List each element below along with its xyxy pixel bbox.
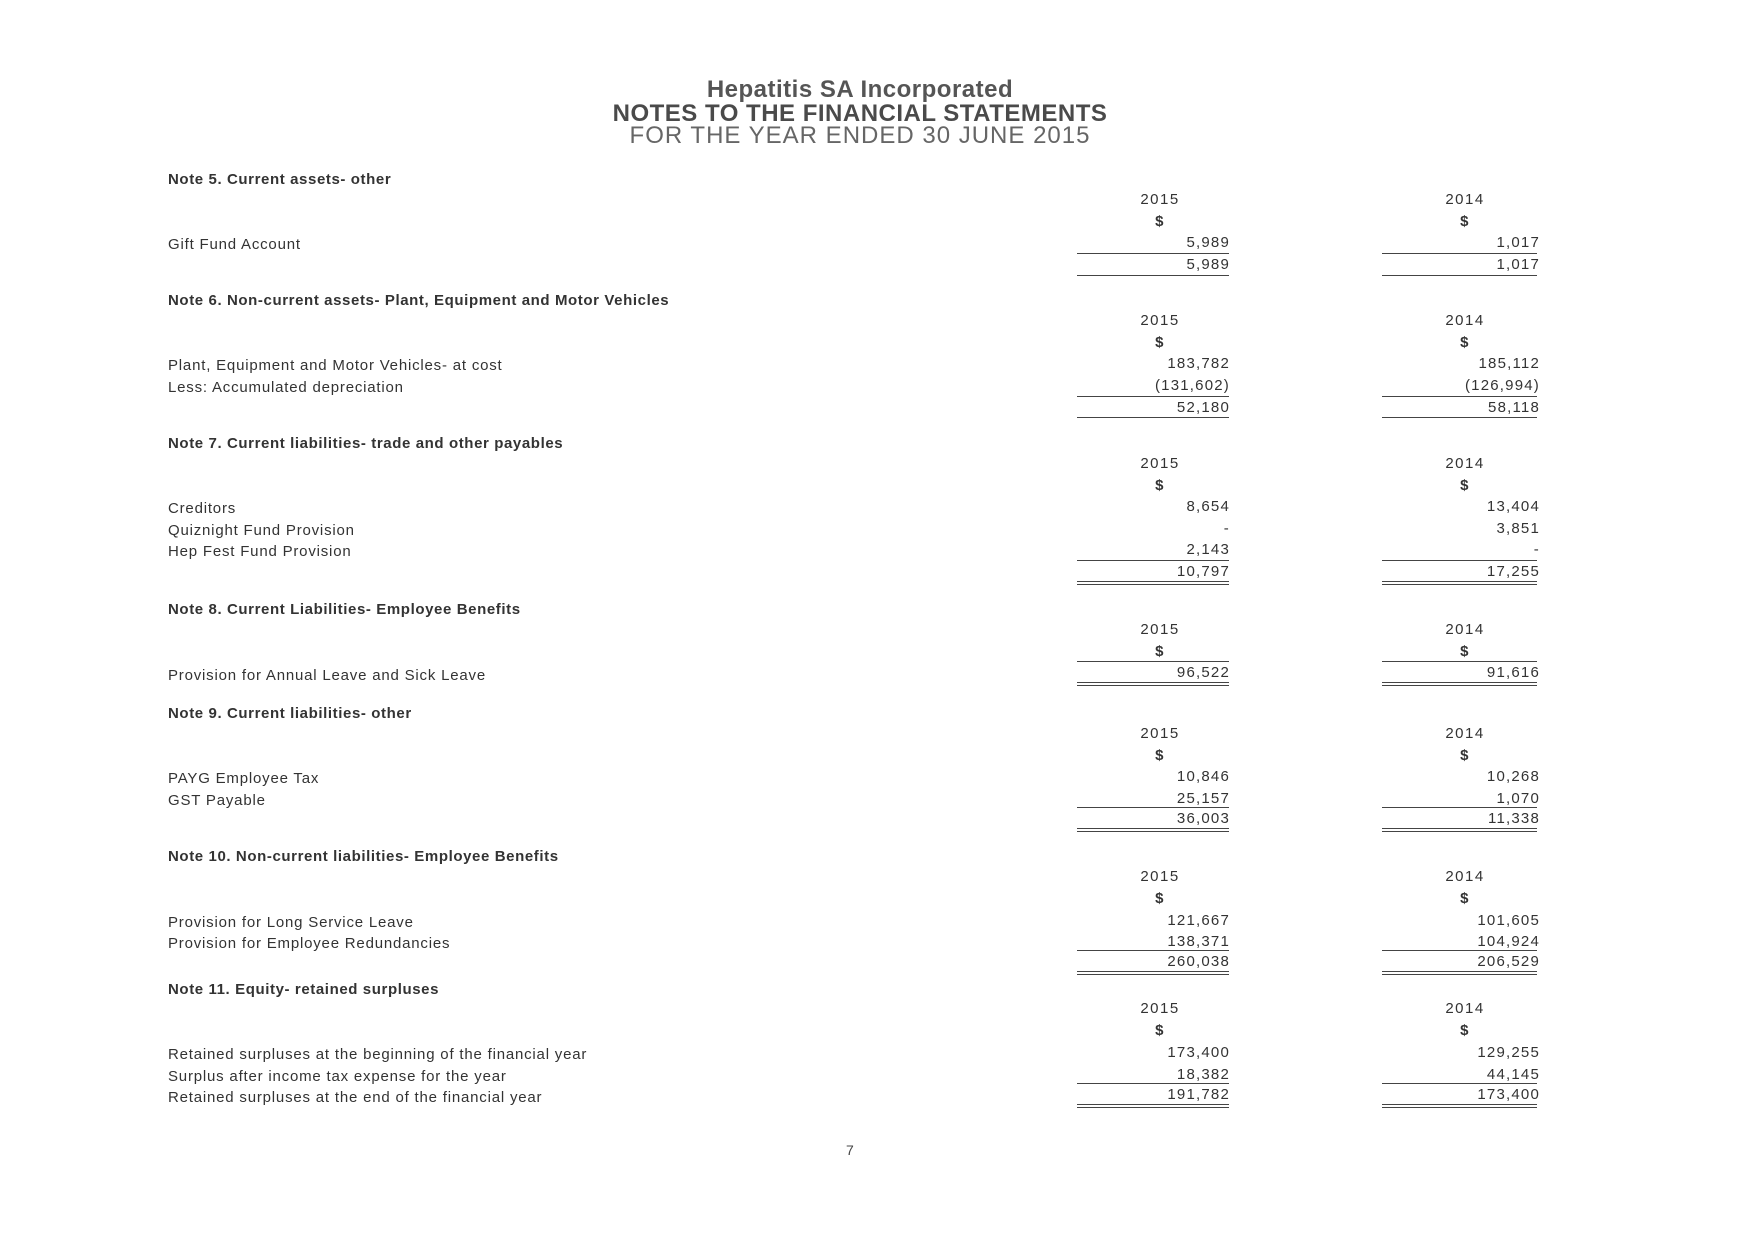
reporting-period: FOR THE YEAR ENDED 30 JUNE 2015 <box>629 122 1091 149</box>
rule <box>1382 417 1537 418</box>
currency-2015: $ <box>1155 747 1165 764</box>
currency-2015: $ <box>1155 334 1165 351</box>
value-2014: 101,605 <box>1477 912 1540 929</box>
value-2015: 25,157 <box>1176 790 1230 807</box>
rule <box>1077 974 1229 975</box>
rule <box>1382 950 1537 951</box>
rule <box>1077 396 1229 397</box>
rule <box>1382 661 1537 662</box>
note-title: Note 7. Current liabilities- trade and other payables <box>168 435 564 452</box>
rule <box>1382 1083 1537 1084</box>
value-2014: 91,616 <box>1486 664 1540 681</box>
value-2014: - <box>1533 541 1540 558</box>
rule <box>1077 253 1229 254</box>
currency-2014: $ <box>1460 890 1470 907</box>
total-2014: 17,255 <box>1486 563 1540 580</box>
year-2014-header: 2014 <box>1445 1000 1485 1017</box>
currency-2014: $ <box>1460 643 1470 660</box>
organisation-name: Hepatitis SA Incorporated <box>706 76 1014 103</box>
row-label: PAYG Employee Tax <box>168 770 320 787</box>
note-title: Note 10. Non-current liabilities- Employee Benefits <box>168 848 559 865</box>
rule <box>1077 685 1229 686</box>
rule <box>1382 396 1537 397</box>
rule <box>1382 581 1537 582</box>
row-label: Retained surpluses at the beginning of the financial year <box>168 1046 588 1063</box>
rule <box>1382 584 1537 585</box>
row-label: Provision for Employee Redundancies <box>168 935 451 952</box>
row-label: Retained surpluses at the end of the financial year <box>168 1089 543 1106</box>
value-2015: 96,522 <box>1176 664 1230 681</box>
rule <box>1077 950 1229 951</box>
rule <box>1382 1107 1537 1108</box>
page-number: 7 <box>846 1142 854 1158</box>
currency-2015: $ <box>1155 643 1165 660</box>
value-2015: 138,371 <box>1167 933 1230 950</box>
value-2014: 104,924 <box>1477 933 1540 950</box>
year-2014-header: 2014 <box>1445 312 1485 329</box>
note-title: Note 11. Equity- retained surpluses <box>168 981 440 998</box>
value-2015: 10,846 <box>1176 768 1230 785</box>
value-2015: 2,143 <box>1186 541 1230 558</box>
row-label: GST Payable <box>168 792 266 809</box>
year-2015-header: 2015 <box>1140 868 1180 885</box>
year-2015-header: 2015 <box>1140 455 1180 472</box>
year-2014-header: 2014 <box>1445 455 1485 472</box>
total-2015: 52,180 <box>1176 399 1230 416</box>
row-label: Surplus after income tax expense for the year <box>168 1068 507 1085</box>
currency-2014: $ <box>1460 334 1470 351</box>
rule <box>1382 560 1537 561</box>
year-2015-header: 2015 <box>1140 191 1180 208</box>
rule <box>1382 831 1537 832</box>
value-2015: 121,667 <box>1167 912 1230 929</box>
row-label: Gift Fund Account <box>168 236 301 253</box>
currency-2015: $ <box>1155 477 1165 494</box>
value-2015: 183,782 <box>1167 355 1230 372</box>
total-2015: 5,989 <box>1186 256 1230 273</box>
total-2014: 11,338 <box>1488 810 1540 827</box>
year-2015-header: 2015 <box>1140 725 1180 742</box>
year-2014-header: 2014 <box>1445 621 1485 638</box>
year-2014-header: 2014 <box>1445 191 1485 208</box>
currency-2014: $ <box>1460 1022 1470 1039</box>
value-2014: 44,145 <box>1486 1066 1540 1083</box>
rule <box>1382 1104 1537 1105</box>
currency-2015: $ <box>1155 213 1165 230</box>
rule <box>1382 682 1537 683</box>
total-2015: 260,038 <box>1167 953 1230 970</box>
rule <box>1077 807 1229 808</box>
row-label: Provision for Long Service Leave <box>168 914 414 931</box>
rule <box>1382 974 1537 975</box>
value-2015: - <box>1223 520 1230 537</box>
total-2014: 206,529 <box>1477 953 1540 970</box>
currency-2014: $ <box>1460 477 1470 494</box>
value-2015: 5,989 <box>1186 234 1230 251</box>
row-label: Quiznight Fund Provision <box>168 522 355 539</box>
total-2014: 1,017 <box>1496 256 1540 273</box>
rule <box>1077 828 1229 829</box>
row-label: Less: Accumulated depreciation <box>168 379 404 396</box>
rule <box>1077 1107 1229 1108</box>
rule <box>1382 807 1537 808</box>
row-label: Plant, Equipment and Motor Vehicles- at cost <box>168 357 503 374</box>
rule <box>1077 275 1229 276</box>
rule <box>1077 831 1229 832</box>
currency-2015: $ <box>1155 1022 1165 1039</box>
total-2015: 10,797 <box>1176 563 1230 580</box>
value-2014: 1,070 <box>1496 790 1540 807</box>
value-2015: 8,654 <box>1186 498 1230 515</box>
value-2015: 191,782 <box>1167 1086 1230 1103</box>
total-2015: 36,003 <box>1176 810 1230 827</box>
document-title: NOTES TO THE FINANCIAL STATEMENTS <box>612 100 1108 127</box>
value-2015: 173,400 <box>1167 1044 1230 1061</box>
year-2015-header: 2015 <box>1140 621 1180 638</box>
value-2014: 185,112 <box>1478 355 1540 372</box>
rule <box>1077 560 1229 561</box>
value-2014: 129,255 <box>1477 1044 1540 1061</box>
rule <box>1382 253 1537 254</box>
value-2014: 10,268 <box>1486 768 1540 785</box>
note-title: Note 5. Current assets- other <box>168 171 392 188</box>
rule <box>1077 1104 1229 1105</box>
rule <box>1077 581 1229 582</box>
value-2014: 13,404 <box>1486 498 1540 515</box>
rule <box>1382 275 1537 276</box>
year-2014-header: 2014 <box>1445 868 1485 885</box>
value-2014: 1,017 <box>1496 234 1540 251</box>
value-2014: 173,400 <box>1477 1086 1540 1103</box>
currency-2014: $ <box>1460 213 1470 230</box>
rule <box>1077 1083 1229 1084</box>
rule <box>1382 685 1537 686</box>
note-title: Note 9. Current liabilities- other <box>168 705 412 722</box>
year-2015-header: 2015 <box>1140 312 1180 329</box>
rule <box>1077 417 1229 418</box>
rule <box>1382 828 1537 829</box>
value-2014: (126,994) <box>1464 377 1540 394</box>
row-label: Creditors <box>168 500 237 517</box>
row-label: Hep Fest Fund Provision <box>168 543 352 560</box>
rule <box>1077 661 1229 662</box>
note-title: Note 8. Current Liabilities- Employee Benefits <box>168 601 521 618</box>
year-2015-header: 2015 <box>1140 1000 1180 1017</box>
year-2014-header: 2014 <box>1445 725 1485 742</box>
value-2014: 3,851 <box>1496 520 1540 537</box>
rule <box>1077 682 1229 683</box>
currency-2015: $ <box>1155 890 1165 907</box>
rule <box>1077 584 1229 585</box>
value-2015: (131,602) <box>1154 377 1230 394</box>
rule <box>1077 971 1229 972</box>
rule <box>1382 971 1537 972</box>
total-2014: 58,118 <box>1488 399 1540 416</box>
note-title: Note 6. Non-current assets- Plant, Equipment and Motor Vehicles <box>168 292 670 309</box>
value-2015: 18,382 <box>1176 1066 1230 1083</box>
row-label: Provision for Annual Leave and Sick Leave <box>168 667 486 684</box>
currency-2014: $ <box>1460 747 1470 764</box>
